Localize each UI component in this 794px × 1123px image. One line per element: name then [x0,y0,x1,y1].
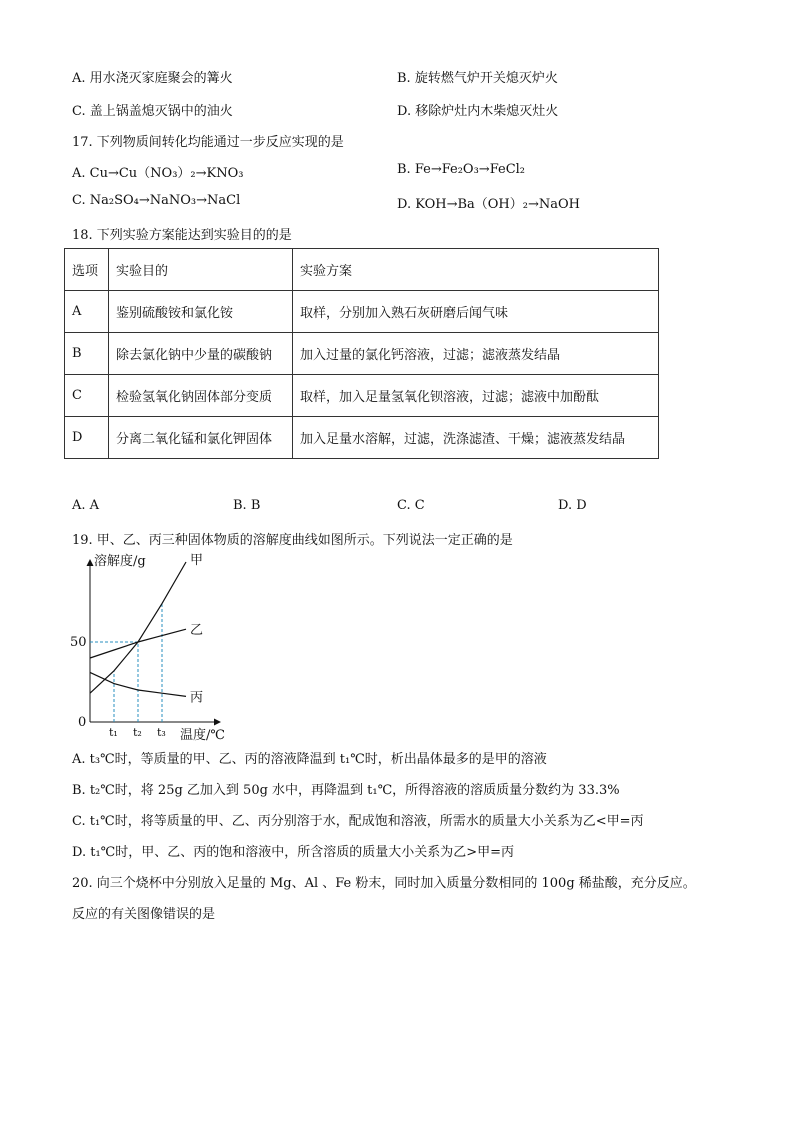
q16-option-b: B. 旋转燃气炉开关熄灭炉火 [397,71,558,86]
header-option: 选项 [65,249,109,291]
header-plan: 实验方案 [293,249,659,291]
row-plan: 加入过量的氯化钙溶液，过滤；滤液蒸发结晶 [293,333,659,375]
table-row [65,291,659,333]
row-option: A [65,291,109,333]
row-goal: 检验氢氧化钠固体部分变质 [109,375,293,417]
row-option: C [65,375,109,417]
q17-stem: 17. 下列物质间转化均能通过一步反应实现的是 [72,135,344,150]
header-goal: 实验目的 [109,249,293,291]
row-option: B [65,333,109,375]
q19-option-b: B. t₂℃时，将 25g 乙加入到 50g 水中，再降温到 t₁℃，所得溶液的溶质质量分数约为 33.3% [72,783,620,798]
x-axis-label: 温度/℃ [180,728,225,742]
q18-option-a: A. A [72,498,100,513]
x-tick-label: t₁ [109,726,118,739]
x-tick-label: t₃ [157,726,166,739]
q17-option-c: C. Na₂SO₄→NaNO₃→NaCl [72,193,241,208]
table-header-row [65,249,659,291]
q19-option-c: C. t₁℃时，将等质量的甲、乙、丙分别溶于水，配成饱和溶液，所需水的质量大小关系为乙<甲=丙 [72,814,644,829]
q17-option-d: D. KOH→Ba（OH）₂→NaOH [397,197,580,212]
series-label-0: 甲 [190,553,204,568]
q19-stem: 19. 甲、乙、丙三种固体物质的溶解度曲线如图所示。下列说法一定正确的是 [72,533,513,548]
q17-option-a: A. Cu→Cu（NO₃）₂→KNO₃ [72,166,244,181]
row-plan: 取样，分别加入熟石灰研磨后闻气味 [293,291,659,333]
table-row [65,333,659,375]
x-tick-label: t₂ [133,726,142,739]
curve-series-1 [90,629,186,658]
q16-option-a: A. 用水浇灭家庭聚会的篝火 [72,71,233,86]
row-goal: 除去氯化钠中少量的碳酸钠 [109,333,293,375]
q17-option-b: B. Fe→Fe₂O₃→FeCl₂ [397,162,526,177]
q20-stem-cont: 反应的有关图像错误的是 [72,907,216,922]
solubility-chart [70,552,250,742]
q18-table [64,248,659,459]
q18-stem: 18. 下列实验方案能达到实验目的的是 [72,228,292,243]
row-option: D [65,417,109,459]
y-axis-label: 溶解度/g [94,554,146,569]
row-goal: 鉴别硫酸铵和氯化铵 [109,291,293,333]
y-tick-label: 0 [78,715,87,730]
q20-stem: 20. 向三个烧杯中分别放入足量的 Mg、Al 、Fe 粉末，同时加入质量分数相同的 100g 稀盐酸，充分反应。 [72,876,696,891]
row-plan: 取样，加入足量氢氧化钡溶液，过滤；滤液中加酚酞 [293,375,659,417]
q16-option-c: C. 盖上锅盖熄灭锅中的油火 [72,104,233,119]
q18-option-c: C. C [397,498,425,513]
row-goal: 分离二氧化锰和氯化钾固体 [109,417,293,459]
q19-option-a: A. t₃℃时，等质量的甲、乙、丙的溶液降温到 t₁℃时，析出晶体最多的是甲的溶液 [72,752,547,767]
row-plan: 加入足量水溶解，过滤，洗涤滤渣、干燥；滤液蒸发结晶 [293,417,659,459]
q19-option-d: D. t₁℃时，甲、乙、丙的饱和溶液中，所含溶质的质量大小关系为乙>甲=丙 [72,845,514,860]
q16-option-d: D. 移除炉灶内木柴熄灭灶火 [397,104,559,119]
table-row [65,375,659,417]
series-label-1: 乙 [190,623,204,639]
q18-option-d: D. D [558,498,587,513]
q18-option-b: B. B [233,498,261,513]
table-row [65,417,659,459]
y-tick-label: 50 [70,635,87,650]
series-label-2: 丙 [190,690,204,706]
curve-series-0 [90,562,186,693]
